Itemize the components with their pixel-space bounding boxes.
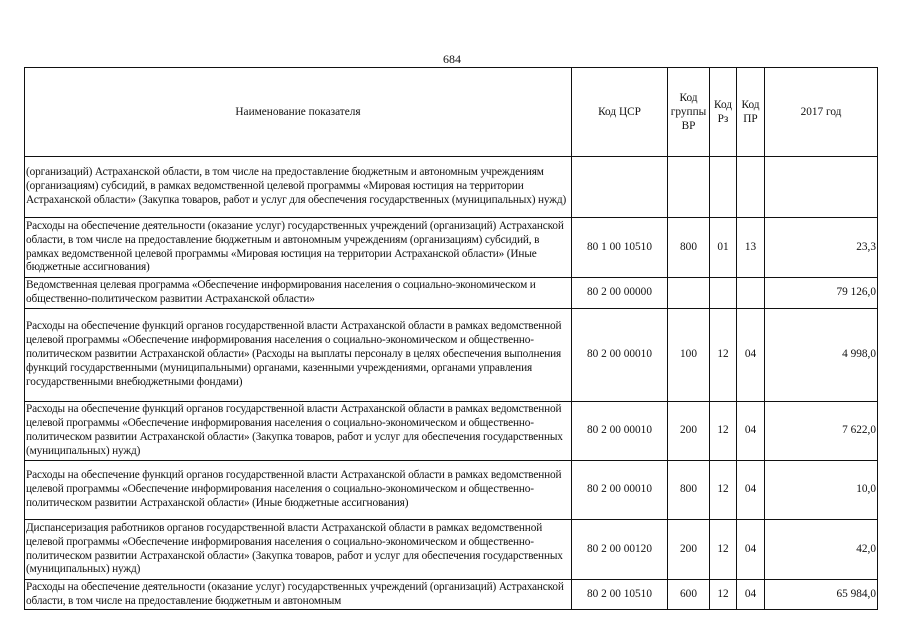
row-vr: 100 bbox=[668, 309, 710, 402]
budget-table bbox=[24, 67, 878, 610]
row-name: (организаций) Астраханской области, в том числе на предоставление бюджетным и автономным учреждениям (организациям) субсидий, в рамках ведомственной целевой программы «Мировая юстиция на территории Астраханской области» (Закупка товаров, работ и услуг для обеспечения государственных (муниципальных) нужд) bbox=[25, 157, 572, 218]
row-pr: 04 bbox=[737, 580, 765, 610]
row-amount: 4 998,0 bbox=[765, 309, 878, 402]
row-vr: 600 bbox=[668, 580, 710, 610]
row-pr: 04 bbox=[737, 520, 765, 580]
row-vr bbox=[668, 278, 710, 309]
row-amount bbox=[765, 157, 878, 218]
row-rz: 01 bbox=[710, 218, 737, 278]
table-row bbox=[25, 218, 878, 278]
row-csr: 80 2 00 00010 bbox=[572, 309, 668, 402]
row-rz: 12 bbox=[710, 402, 737, 461]
row-name: Расходы на обеспечение функций органов государственной власти Астраханской области в рамках ведомственной целевой программы «Обеспечение информирования населения о социально-экономическом и общественно-политическом развитии Астраханской области» (Расходы на выплаты персоналу в целях обеспечения выполнения функций государственными (муниципальными) органами, казенными учреждениями, органами управления государственными внебюджетными фондами) bbox=[25, 309, 572, 402]
row-amount: 65 984,0 bbox=[765, 580, 878, 610]
row-pr bbox=[737, 157, 765, 218]
row-csr: 80 2 00 00120 bbox=[572, 520, 668, 580]
table-row bbox=[25, 157, 878, 218]
row-rz: 12 bbox=[710, 520, 737, 580]
row-pr bbox=[737, 278, 765, 309]
row-csr: 80 1 00 10510 bbox=[572, 218, 668, 278]
row-csr: 80 2 00 10510 bbox=[572, 580, 668, 610]
row-pr: 13 bbox=[737, 218, 765, 278]
row-rz bbox=[710, 278, 737, 309]
table-header-row bbox=[25, 68, 878, 157]
row-csr: 80 2 00 00010 bbox=[572, 461, 668, 520]
table-row bbox=[25, 309, 878, 402]
row-vr: 800 bbox=[668, 461, 710, 520]
header-name: Наименование показателя bbox=[25, 68, 572, 157]
row-name: Ведомственная целевая программа «Обеспечение информирования населения о социально-экономическом и общественно-политическом развитии Астраханской области» bbox=[25, 278, 572, 309]
row-amount: 7 622,0 bbox=[765, 402, 878, 461]
row-rz: 12 bbox=[710, 461, 737, 520]
row-amount: 42,0 bbox=[765, 520, 878, 580]
page-number: 684 bbox=[443, 52, 461, 66]
row-name: Расходы на обеспечение деятельности (оказание услуг) государственных учреждений (организаций) Астраханской области, в том числе на предоставление бюджетным и автономным учреждениям (организациям) субсидий, в рамках ведомственной целевой программы «Мировая юстиция на территории Астраханской области» (Иные бюджетные ассигнования) bbox=[25, 218, 572, 278]
table-row bbox=[25, 580, 878, 610]
row-amount: 23,3 bbox=[765, 218, 878, 278]
row-rz bbox=[710, 157, 737, 218]
table-row bbox=[25, 402, 878, 461]
row-name: Расходы на обеспечение функций органов государственной власти Астраханской области в рамках ведомственной целевой программы «Обеспечение информирования населения о социально-экономическом и общественно-политическом развитии Астраханской области» (Иные бюджетные ассигнования) bbox=[25, 461, 572, 520]
header-year: 2017 год bbox=[765, 68, 878, 157]
row-name: Диспансеризация работников органов государственной власти Астраханской области в рамках ведомственной целевой программы «Обеспечение информирования населения о социально-экономическом и общественно-политическом развитии Астраханской области» (Закупка товаров, работ и услуг для обеспечения государственных (муниципальных) нужд) bbox=[25, 520, 572, 580]
row-amount: 79 126,0 bbox=[765, 278, 878, 309]
row-vr: 800 bbox=[668, 218, 710, 278]
header-rz: Код Рз bbox=[710, 68, 737, 157]
row-csr: 80 2 00 00000 bbox=[572, 278, 668, 309]
header-csr: Код ЦСР bbox=[572, 68, 668, 157]
row-csr bbox=[572, 157, 668, 218]
header-vr: Код группы ВР bbox=[668, 68, 710, 157]
row-rz: 12 bbox=[710, 580, 737, 610]
header-pr: Код ПР bbox=[737, 68, 765, 157]
row-pr: 04 bbox=[737, 461, 765, 520]
row-pr: 04 bbox=[737, 402, 765, 461]
row-vr bbox=[668, 157, 710, 218]
row-pr: 04 bbox=[737, 309, 765, 402]
row-vr: 200 bbox=[668, 402, 710, 461]
row-name: Расходы на обеспечение деятельности (оказание услуг) государственных учреждений (организаций) Астраханской области, в том числе на предоставление бюджетным и автономным bbox=[25, 580, 572, 610]
row-vr: 200 bbox=[668, 520, 710, 580]
table-row bbox=[25, 278, 878, 309]
row-csr: 80 2 00 00010 bbox=[572, 402, 668, 461]
row-amount: 10,0 bbox=[765, 461, 878, 520]
table-row bbox=[25, 461, 878, 520]
row-name: Расходы на обеспечение функций органов государственной власти Астраханской области в рамках ведомственной целевой программы «Обеспечение информирования населения о социально-экономическом и общественно-политическом развитии Астраханской области» (Закупка товаров, работ и услуг для обеспечения государственных (муниципальных) нужд) bbox=[25, 402, 572, 461]
row-rz: 12 bbox=[710, 309, 737, 402]
table-row bbox=[25, 520, 878, 580]
